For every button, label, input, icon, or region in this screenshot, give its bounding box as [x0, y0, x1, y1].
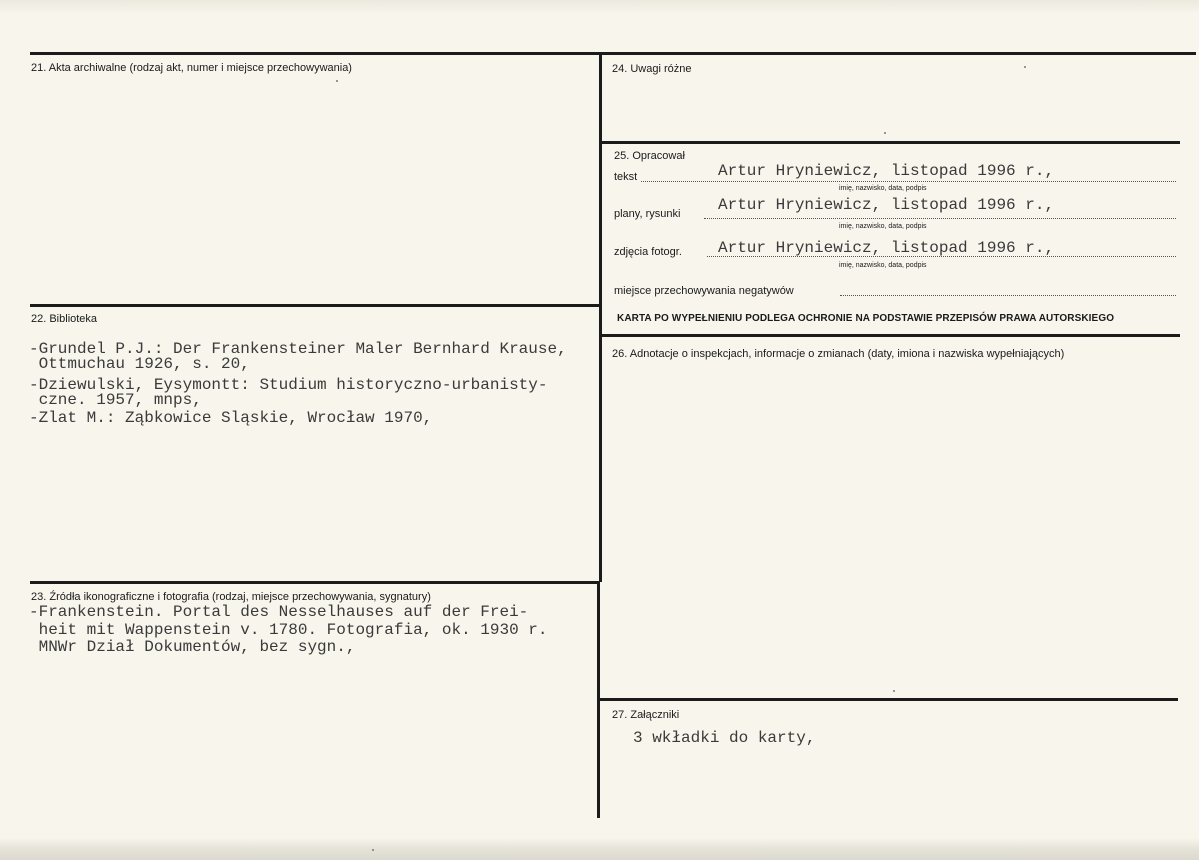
iconography-line: -Frankenstein. Portal des Nesselhauses auf der Frei- — [29, 603, 529, 621]
photos-author-caption: imię, nazwisko, data, podpis — [839, 262, 927, 269]
text-author-dotted-line — [641, 181, 1176, 182]
section-24-label: 24. Uwagi różne — [612, 63, 692, 75]
section-22-label: 22. Biblioteka — [31, 313, 98, 325]
iconography-line: heit mit Wappenstein v. 1780. Fotografia, ok. 1930 r. — [29, 621, 548, 639]
center-divider-upper — [599, 52, 602, 582]
negatives-location-label: miejsce przechowywania negatywów — [614, 285, 794, 297]
text-author-caption: imię, nazwisko, data, podpis — [839, 185, 927, 192]
bibliography-line: czne. 1957, mnps, — [29, 391, 202, 409]
bibliography-line: -Dziewulski, Eysymontt: Studium historyczno-urbanisty- — [29, 376, 548, 394]
top-rule — [30, 52, 1196, 55]
plans-author-label: plany, rysunki — [614, 208, 681, 220]
attachments-value: 3 wkładki do karty, — [633, 729, 816, 747]
section-27-label: 27. Załączniki — [612, 709, 680, 721]
rule-26-27 — [600, 698, 1178, 701]
plans-author-dotted-line — [704, 218, 1176, 219]
plans-author-value: Artur Hryniewicz, listopad 1996 r., — [718, 196, 1055, 214]
section-21-label: 21. Akta archiwalne (rodzaj akt, numer i miejsce przechowywania) — [31, 62, 352, 74]
rule-25-26 — [602, 334, 1180, 337]
section-26-label: 26. Adnotacje o inspekcjach, informacje o zmianach (daty, imiona i nazwiska wypełniających) — [612, 348, 1065, 360]
paper-speck — [336, 80, 338, 82]
negatives-location-dotted-line — [840, 295, 1176, 296]
rule-21-22 — [30, 304, 600, 307]
text-author-label: tekst — [614, 171, 638, 183]
paper-speck — [372, 849, 374, 851]
section-25-label: 25. Opracował — [614, 150, 685, 162]
bibliography-line: Ottmuchau 1926, s. 20, — [29, 355, 250, 373]
iconography-line: MNWr Dział Dokumentów, bez sygn., — [29, 638, 356, 656]
bibliography-line: -Zlat M.: Ząbkowice Sląskie, Wrocław 1970, — [29, 409, 433, 427]
photos-author-label: zdjęcia fotogr. — [614, 246, 682, 258]
rule-22-23 — [30, 581, 600, 584]
paper-speck — [893, 690, 895, 692]
section-23-label: 23. Źródła ikonograficzne i fotografia (rodzaj, miejsce przechowywania, sygnatury) — [31, 591, 431, 603]
plans-author-caption: imię, nazwisko, data, podpis — [839, 223, 927, 230]
paper-speck — [1024, 66, 1026, 68]
rule-24-25 — [602, 141, 1180, 144]
paper-speck — [884, 132, 886, 134]
text-author-value: Artur Hryniewicz, listopad 1996 r., — [718, 162, 1055, 180]
photos-author-value: Artur Hryniewicz, listopad 1996 r., — [718, 239, 1055, 257]
bibliography-line: -Grundel P.J.: Der Frankensteiner Maler Bernhard Krause, — [29, 340, 567, 358]
copyright-notice: KARTA PO WYPEŁNIENIU PODLEGA OCHRONIE NA PODSTAWIE PRZEPISÓW PRAWA AUTORSKIEGO — [617, 313, 1115, 324]
